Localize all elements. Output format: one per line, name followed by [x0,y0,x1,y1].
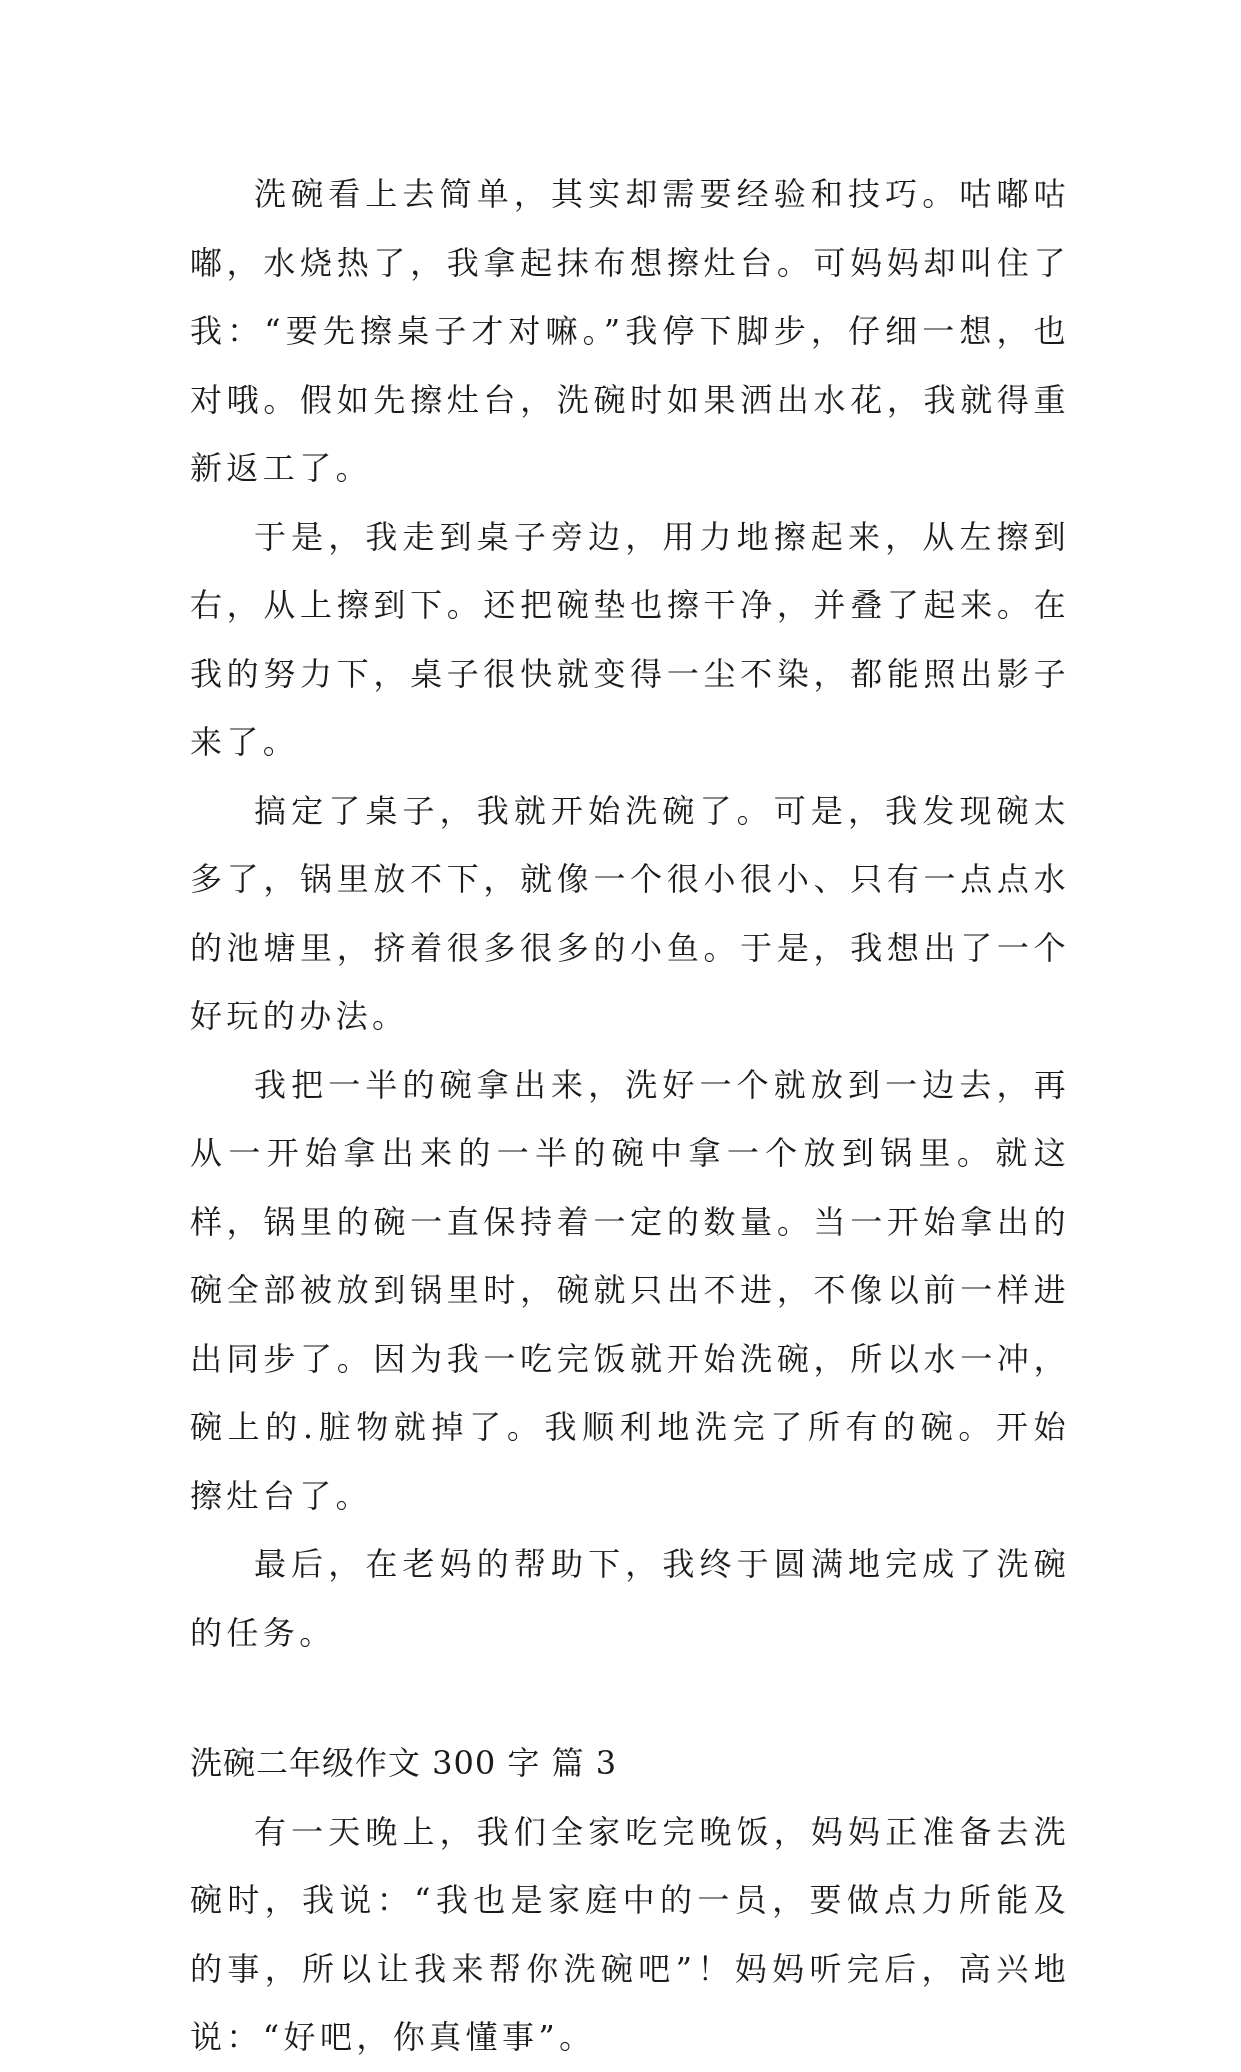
section-heading: 洗碗二年级作文 300 字 篇 3 [190,1744,618,1782]
paragraph: 最后，在老妈的帮助下，我终于圆满地完成了洗碗的任务。 [190,1545,1070,1652]
paragraph: 搞定了桌子，我就开始洗碗了。可是，我发现碗太多了，锅里放不下，就像一个很小很小、只有一点点水的池塘里，挤着很多很多的小鱼。于是，我想出了一个好玩的办法。 [190,791,1070,1035]
paragraph: 洗碗看上去简单，其实却需要经验和技巧。咕嘟咕嘟，水烧热了，我拿起抹布想擦灶台。可妈妈却叫住了我：“要先擦桌子才对嘛。”我停下脚步，仔细一想，也对哦。假如先擦灶台，洗碗时如果洒出水花，我就得重新返工了。 [190,175,1070,487]
paragraph: 我把一半的碗拿出来，洗好一个就放到一边去，再从一开始拿出来的一半的碗中拿一个放到锅里。就这样，锅里的碗一直保持着一定的数量。当一开始拿出的碗全部被放到锅里时，碗就只出不进，不像以前一样进出同步了。因为我一吃完饭就开始洗碗，所以水一冲，碗上的.脏物就掉了。我顺利地洗完了所有的碗。开始擦灶台了。 [190,1065,1070,1515]
document-body [190,160,1070,2072]
paragraph: 于是，我走到桌子旁边，用力地擦起来，从左擦到右，从上擦到下。还把碗垫也擦干净，并叠了起来。在我的努力下，桌子很快就变得一尘不染，都能照出影子来了。 [190,517,1070,761]
paragraph: 有一天晚上，我们全家吃完晚饭，妈妈正准备去洗碗时，我说：“我也是家庭中的一员，要做点力所能及的事，所以让我来帮你洗碗吧”！妈妈听完后，高兴地说：“好吧，你真懂事”。 [190,1812,1070,2056]
